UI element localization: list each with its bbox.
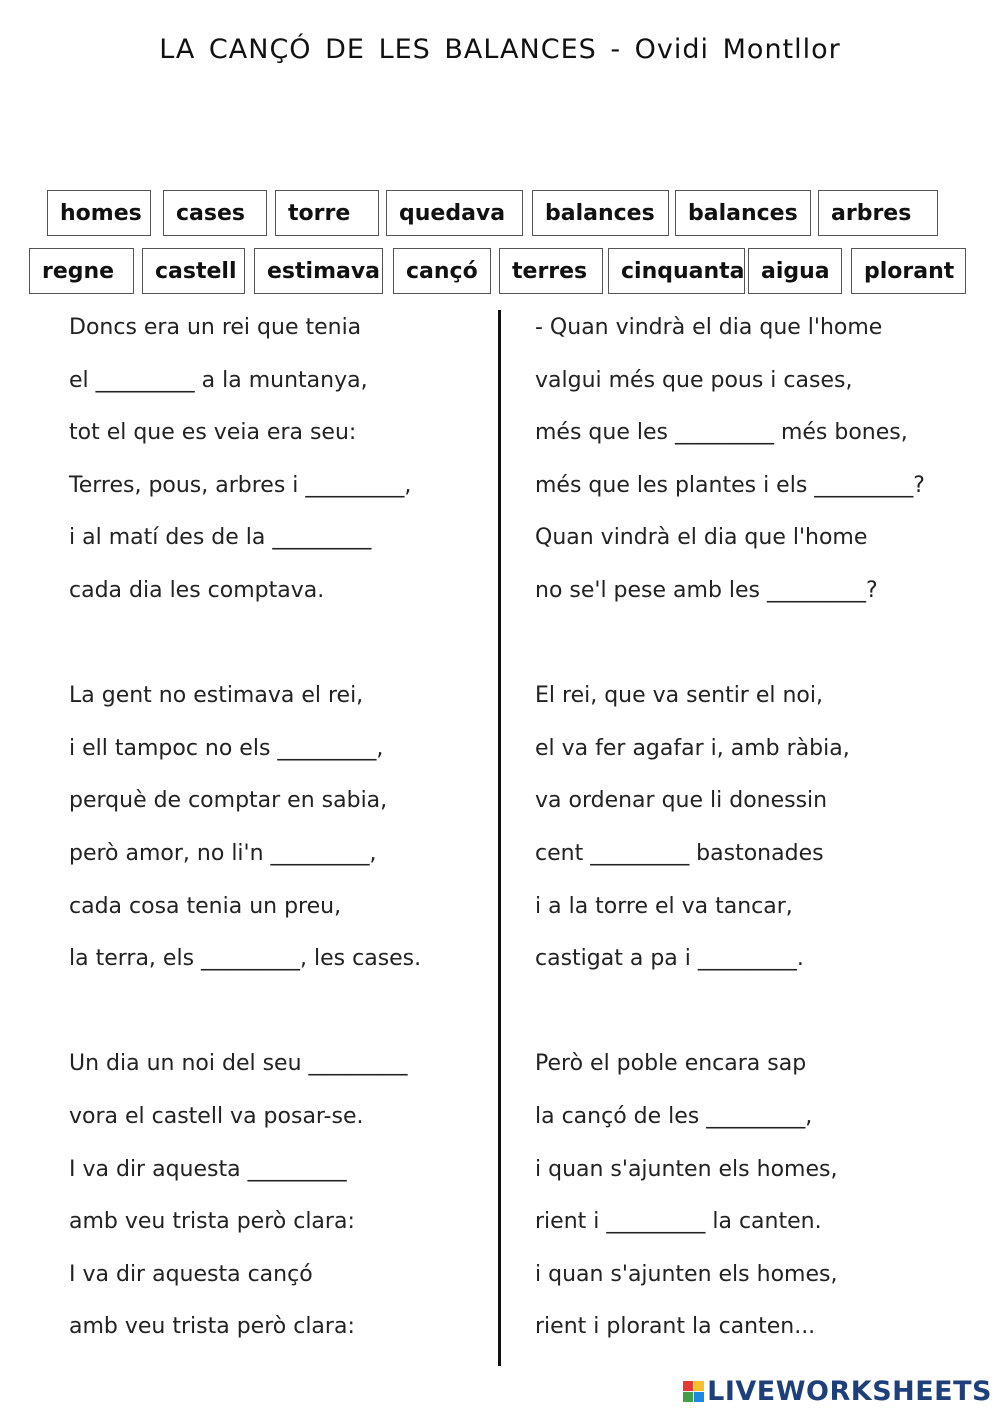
lyric-line: amb veu trista però clara:: [69, 1209, 355, 1235]
lyric-line: rient i _________ la canten.: [535, 1209, 822, 1235]
lyric-line: i ell tampoc no els _________,: [69, 735, 384, 761]
word-bank-item[interactable]: cançó: [393, 248, 491, 294]
lyric-line: la cançó de les _________,: [535, 1103, 813, 1129]
word-bank-item[interactable]: castell: [142, 248, 245, 294]
lyric-line: I va dir aquesta _________: [69, 1156, 347, 1182]
lyric-line: La gent no estimava el rei,: [69, 683, 364, 709]
word-bank-item[interactable]: plorant: [851, 248, 966, 294]
word-bank-item[interactable]: estimava: [254, 248, 383, 294]
lyric-line: i quan s'ajunten els homes,: [535, 1261, 838, 1287]
lyric-line: vora el castell va posar-se.: [69, 1103, 364, 1129]
lyric-line: Terres, pous, arbres i _________,: [69, 472, 412, 498]
stanza-gap: [69, 624, 509, 677]
stanza-gap: [535, 992, 975, 1045]
lyric-line: Quan vindrà el dia que l'home: [535, 525, 868, 551]
lyric-line: castigat a pa i _________.: [535, 946, 804, 972]
word-bank-item[interactable]: quedava: [386, 190, 523, 236]
word-bank-item[interactable]: balances: [532, 190, 669, 236]
lyric-line: - Quan vindrà el dia que l'home: [535, 315, 883, 340]
lyric-line: valgui més que pous i cases,: [535, 367, 853, 393]
lyric-line: amb veu trista però clara:: [69, 1314, 355, 1340]
lyric-line: tot el que es veia era seu:: [69, 420, 357, 446]
lyric-line: més que les plantes i els _________?: [535, 472, 925, 498]
lyric-line: va ordenar que li donessin: [535, 788, 828, 814]
lyric-line: i al matí des de la _________: [69, 525, 372, 551]
lyric-line: Doncs era un rei que tenia: [69, 315, 362, 340]
lyric-line: cada dia les comptava.: [69, 577, 325, 603]
lyric-line: el va fer agafar i, amb ràbia,: [535, 735, 850, 761]
word-bank-item[interactable]: terres: [499, 248, 603, 294]
lyric-line: la terra, els _________, les cases.: [69, 946, 422, 972]
column-divider: [498, 310, 501, 1366]
word-bank-item[interactable]: balances: [675, 190, 811, 236]
lyric-line: però amor, no li'n _________,: [69, 840, 377, 866]
lyric-line: i a la torre el va tancar,: [535, 893, 793, 919]
word-bank-item[interactable]: cinquanta: [608, 248, 745, 294]
lyric-line: Però el poble encara sap: [535, 1051, 807, 1077]
lyric-line: cent _________ bastonades: [535, 840, 824, 866]
lyric-line: rient i plorant la canten...: [535, 1314, 816, 1340]
word-bank-item[interactable]: cases: [163, 190, 267, 236]
stanza-gap: [69, 992, 509, 1045]
stanza-gap: [535, 624, 975, 677]
word-bank-item[interactable]: aigua: [748, 248, 842, 294]
word-bank-item[interactable]: regne: [29, 248, 134, 294]
lyric-line: perquè de comptar en sabia,: [69, 788, 388, 814]
lyric-line: no se'l pese amb les _________?: [535, 577, 878, 603]
word-bank-item[interactable]: homes: [47, 190, 151, 236]
word-bank-item[interactable]: arbres: [818, 190, 938, 236]
brand-text: LIVEWORKSHEETS: [707, 1376, 992, 1407]
lyric-line: I va dir aquesta cançó: [69, 1261, 313, 1287]
word-bank-item[interactable]: torre: [275, 190, 379, 236]
lyric-line: Un dia un noi del seu _________: [69, 1051, 408, 1077]
lyric-line: el _________ a la muntanya,: [69, 367, 368, 393]
lyrics-right-column: [535, 308, 975, 1360]
lyric-line: i quan s'ajunten els homes,: [535, 1156, 838, 1182]
liveworksheets-logo-icon: [683, 1381, 704, 1402]
lyric-line: El rei, que va sentir el noi,: [535, 683, 823, 709]
lyrics-left-column: [69, 308, 509, 1360]
liveworksheets-brand[interactable]: [683, 1376, 992, 1407]
lyric-line: més que les _________ més bones,: [535, 420, 908, 446]
worksheet-title: LA CANÇÓ DE LES BALANCES - Ovidi Montllor: [159, 34, 841, 65]
lyric-line: cada cosa tenia un preu,: [69, 893, 342, 919]
